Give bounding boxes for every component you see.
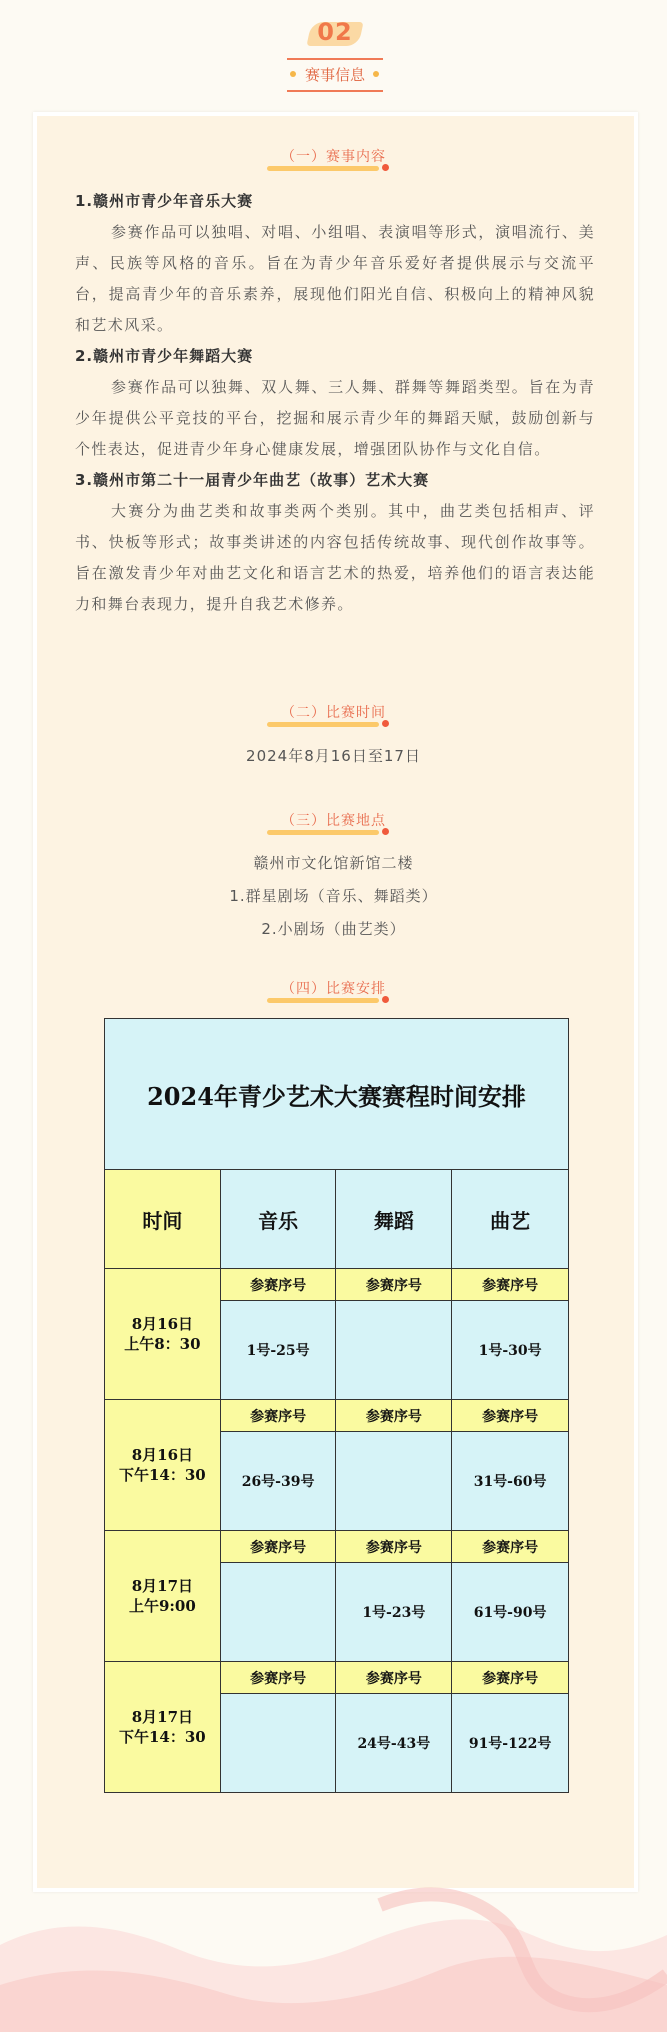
quyi-range: 1号-30号 <box>452 1301 569 1400</box>
entry-label: 参赛序号 <box>220 1269 336 1301</box>
time-text: 下午14：30 <box>118 1728 206 1746</box>
venue-line: 2.小剧场（曲艺类） <box>261 920 406 938</box>
venue-line: 1.群星剧场（音乐、舞蹈类） <box>229 887 438 905</box>
item-heading: 2.赣州市青少年舞蹈大赛 <box>75 347 254 365</box>
time-cell <box>105 1269 221 1400</box>
item-text: 参赛作品可以独唱、对唱、小组唱、表演唱等形式，演唱流行、美声、民族等风格的音乐。旨在为青少年音乐爱好者提供展示与交流平台，提高青少年的音乐素养，展现他们阳光自信、积极向上的精神风貌和艺术风采。 <box>75 223 595 334</box>
section-header <box>0 0 667 110</box>
time-cell <box>105 1400 221 1531</box>
header-music: 音乐 <box>220 1170 336 1269</box>
time-text: 上午9:00 <box>128 1597 196 1615</box>
dance-range: 1号-23号 <box>336 1563 452 1662</box>
entry-label: 参赛序号 <box>220 1400 336 1432</box>
entry-label: 参赛序号 <box>220 1662 336 1694</box>
dance-range <box>336 1432 452 1531</box>
subsection-content-title <box>0 146 667 166</box>
header-time: 时间 <box>105 1170 221 1269</box>
quyi-range: 61号-90号 <box>452 1563 569 1662</box>
item-text: 参赛作品可以独舞、双人舞、三人舞、群舞等舞蹈类型。旨在为青少年提供公平竞技的平台，挖掘和展示青少年的舞蹈天赋，鼓励创新与个性表达，促进青少年身心健康发展，增强团队协作与文化自信。 <box>75 378 595 458</box>
time-text: 上午8：30 <box>124 1335 201 1353</box>
music-range <box>220 1563 336 1662</box>
date-text: 8月16日 <box>131 1446 194 1464</box>
schedule-table <box>104 1018 569 1793</box>
dot-decoration <box>373 71 379 77</box>
subtitle-text: （二）比赛时间 <box>281 705 386 721</box>
entry-label: 参赛序号 <box>452 1662 569 1694</box>
subtitle-text: （三）比赛地点 <box>281 813 386 829</box>
entry-label: 参赛序号 <box>452 1531 569 1563</box>
wave-decoration <box>0 1875 667 2032</box>
music-range: 1号-25号 <box>220 1301 336 1400</box>
item-heading: 3.赣州市第二十一届青少年曲艺（故事）艺术大赛 <box>75 471 430 489</box>
subsection-schedule-title <box>0 978 667 998</box>
entry-label: 参赛序号 <box>336 1662 452 1694</box>
time-cell <box>105 1662 221 1793</box>
music-range: 26号-39号 <box>220 1432 336 1531</box>
entry-label: 参赛序号 <box>452 1400 569 1432</box>
date-text: 8月17日 <box>131 1577 194 1595</box>
section-number-badge <box>303 16 367 52</box>
subtitle-text: （一）赛事内容 <box>281 149 386 165</box>
content-body <box>75 186 595 620</box>
entry-label: 参赛序号 <box>336 1269 452 1301</box>
subsection-venue-title <box>0 810 667 830</box>
time-cell <box>105 1531 221 1662</box>
subtitle-text: （四）比赛安排 <box>281 981 386 997</box>
subsection-time-title <box>0 702 667 722</box>
dance-range: 24号-43号 <box>336 1694 452 1793</box>
section-title: 赛事信息 <box>287 58 383 92</box>
entry-label: 参赛序号 <box>452 1269 569 1301</box>
header-quyi: 曲艺 <box>452 1170 569 1269</box>
venue-line: 赣州市文化馆新馆二楼 <box>253 854 414 872</box>
header-dance: 舞蹈 <box>336 1170 452 1269</box>
schedule-title: 2024年青少艺术大赛赛程时间安排 <box>105 1019 569 1170</box>
music-range <box>220 1694 336 1793</box>
date-text: 8月16日 <box>131 1315 194 1333</box>
quyi-range: 91号-122号 <box>452 1694 569 1793</box>
quyi-range: 31号-60号 <box>452 1432 569 1531</box>
dance-range <box>336 1301 452 1400</box>
item-heading: 1.赣州市青少年音乐大赛 <box>75 192 254 210</box>
competition-date: 2024年8月16日至17日 <box>246 747 421 765</box>
entry-label: 参赛序号 <box>336 1531 452 1563</box>
date-text: 8月17日 <box>131 1708 194 1726</box>
item-text: 大赛分为曲艺类和故事类两个类别。其中，曲艺类包括相声、评书、快板等形式；故事类讲述的内容包括传统故事、现代创作故事等。旨在激发青少年对曲艺文化和语言艺术的热爱，培养他们的语言表达能力和舞台表现力，提升自我艺术修养。 <box>75 502 595 613</box>
section-number: 02 <box>317 18 353 46</box>
entry-label: 参赛序号 <box>336 1400 452 1432</box>
entry-label: 参赛序号 <box>220 1531 336 1563</box>
time-text: 下午14：30 <box>118 1466 206 1484</box>
